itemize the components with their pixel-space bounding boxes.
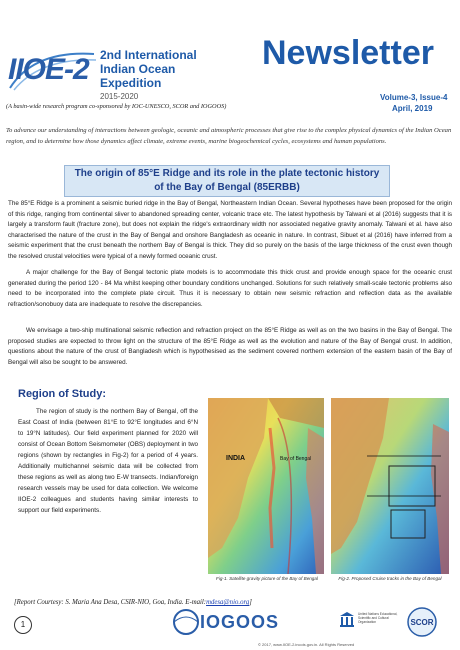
iioe-logo: IIOE-2: [8, 53, 89, 86]
paragraph-2: A major challenge for the Bay of Bengal tectonic plate models is to accommodate this thick crust and provide enough space for the oceanic crust generated during the period 120 - 84 Ma whilst keeping other boundary conditions unchanged. Solutions for such relatively small-scale tectonic problems also need to be incorporated into the complete plate circuit. Thus it is necessary to obtain new seismic refraction and reflection data as the available refraction/sonobuoy data are inadequate to resolve the discrepancies.: [8, 269, 452, 308]
newsletter-title: Newsletter: [262, 34, 434, 72]
gravity-map-figure: [208, 398, 324, 574]
article-title-line-1: The origin of 85°E Ridge and its role in the plate tectonic history: [74, 168, 380, 179]
mission-statement: To advance our understanding of interactions between geologic, oceanic and atmospheric processes that give rise to the complex physical dynamics of the Indian Ocean region, and to determine how those dynamics affect climate, extreme events, marine biogeochemical cycles, ecosystems and human populations.: [6, 127, 452, 145]
region-body: The region of study is the northern Bay of Bengal, off the East Coast of India (between 81°E to 92°E longitudes and 6°N to 19°N latitudes). Our field experiment planned for 2020 will consist of Ocean Bottom Seismometer (OBS) deployment in two regions (shown by rectangles in Fig-2) for a period of 4 years. Additionally multichannel seismic data will be collected from these regions as well as along two E-W transects. Indian/foreign research vessels may be used for data collection. We welcome IIOE-2 colleagues and students having similar interests to support our field experiments.: [18, 408, 198, 514]
paragraph-1: The 85°E Ridge is a prominent a seismic buried ridge in the Bay of Bengal, Northeastern Indian Ocean. Several hypotheses have been proposed for the origin of this ridge, ranging from continental sliver to abandoned spreading center, volcanic trace etc. The latest hypothesis by Talwani et al (2016) suggests that it is largely a transform fault (fracture zone), but does not explain the ridge's extraordinary width nor associated negative gravity anomaly. Talwani et al. have also characterised the nature of the crust in the Bay of Bengal and onshore Bangladesh as oceanic in nature. In contrast, Sibuet et al (2016) have inferred from a seismic experiment that the crust beneath the northern Bay of Bengal is thick. They did so purely on the basis of the large thickness of the crust even though the resolved crustal velocities were typical of a newly formed oceanic crust.: [8, 200, 452, 260]
article-title-line-2: of the Bay of Bengal (85ERBB): [154, 182, 300, 193]
courtesy-email-link[interactable]: mdesa@nio.org: [206, 599, 250, 606]
page-number: 1: [14, 616, 32, 634]
region-heading: Region of Study:: [18, 388, 106, 400]
conference-line-3: Expedition: [100, 76, 162, 90]
map-label-bay: Bay of Bengal: [280, 456, 312, 462]
paragraph-3: We envisage a two-ship multinational seismic reflection and refraction project on the 85°E Ridge as well as on the two basins in the Bay of Bengal. The proposed studies are expected to throw light on the structure of the 85°E Ridge as well as the evolution and nature of the Bay of Bengal crust. In addition, questions about the nature of the crust of Bangladesh which is hypothesised as the sediment covered northern extension of the eastern basin of the Bay of Bengal will also be sought to be answered.: [8, 327, 452, 366]
tagline: (A basin-wide research program co-sponsored by IOC-UNESCO, SCOR and IOGOOS): [6, 103, 227, 110]
scor-logo-icon: [402, 606, 442, 638]
conference-line-2: Indian Ocean: [100, 62, 176, 76]
figure-2-caption: Fig-2. Proposed Cruise tracks in the Bay of Bengal: [338, 576, 442, 581]
volume-issue: Volume-3, Issue-4: [380, 93, 448, 102]
iogoos-globe-icon: [170, 608, 202, 636]
courtesy-text: [Report Courtesy: S. Maria Ana Desa, CSIR-NIO, Goa, India. E-mail:: [14, 599, 207, 606]
figure-1-caption: Fig-1. Satellite gravity picture of the Bay of Bengal: [216, 576, 318, 581]
cruise-tracks-figure: [331, 398, 449, 574]
map-label-india: INDIA: [226, 455, 246, 462]
scor-logo: SCOR: [410, 618, 434, 627]
courtesy-suffix: ]: [249, 599, 252, 606]
copyright-notice: © 2017, www.IIOE-2.incois.gov.in. All Rights Reserved: [258, 642, 355, 647]
unesco-temple-icon: [338, 610, 356, 628]
conference-years: 2015-2020: [100, 92, 139, 101]
issue-date: April, 2019: [392, 104, 433, 113]
iogoos-logo: IOGOOS: [200, 612, 280, 632]
report-courtesy: [14, 599, 252, 606]
unesco-text: United Nations Educational, Scientific and Cultural Organization: [358, 612, 398, 624]
conference-line-1: 2nd International: [100, 48, 197, 62]
